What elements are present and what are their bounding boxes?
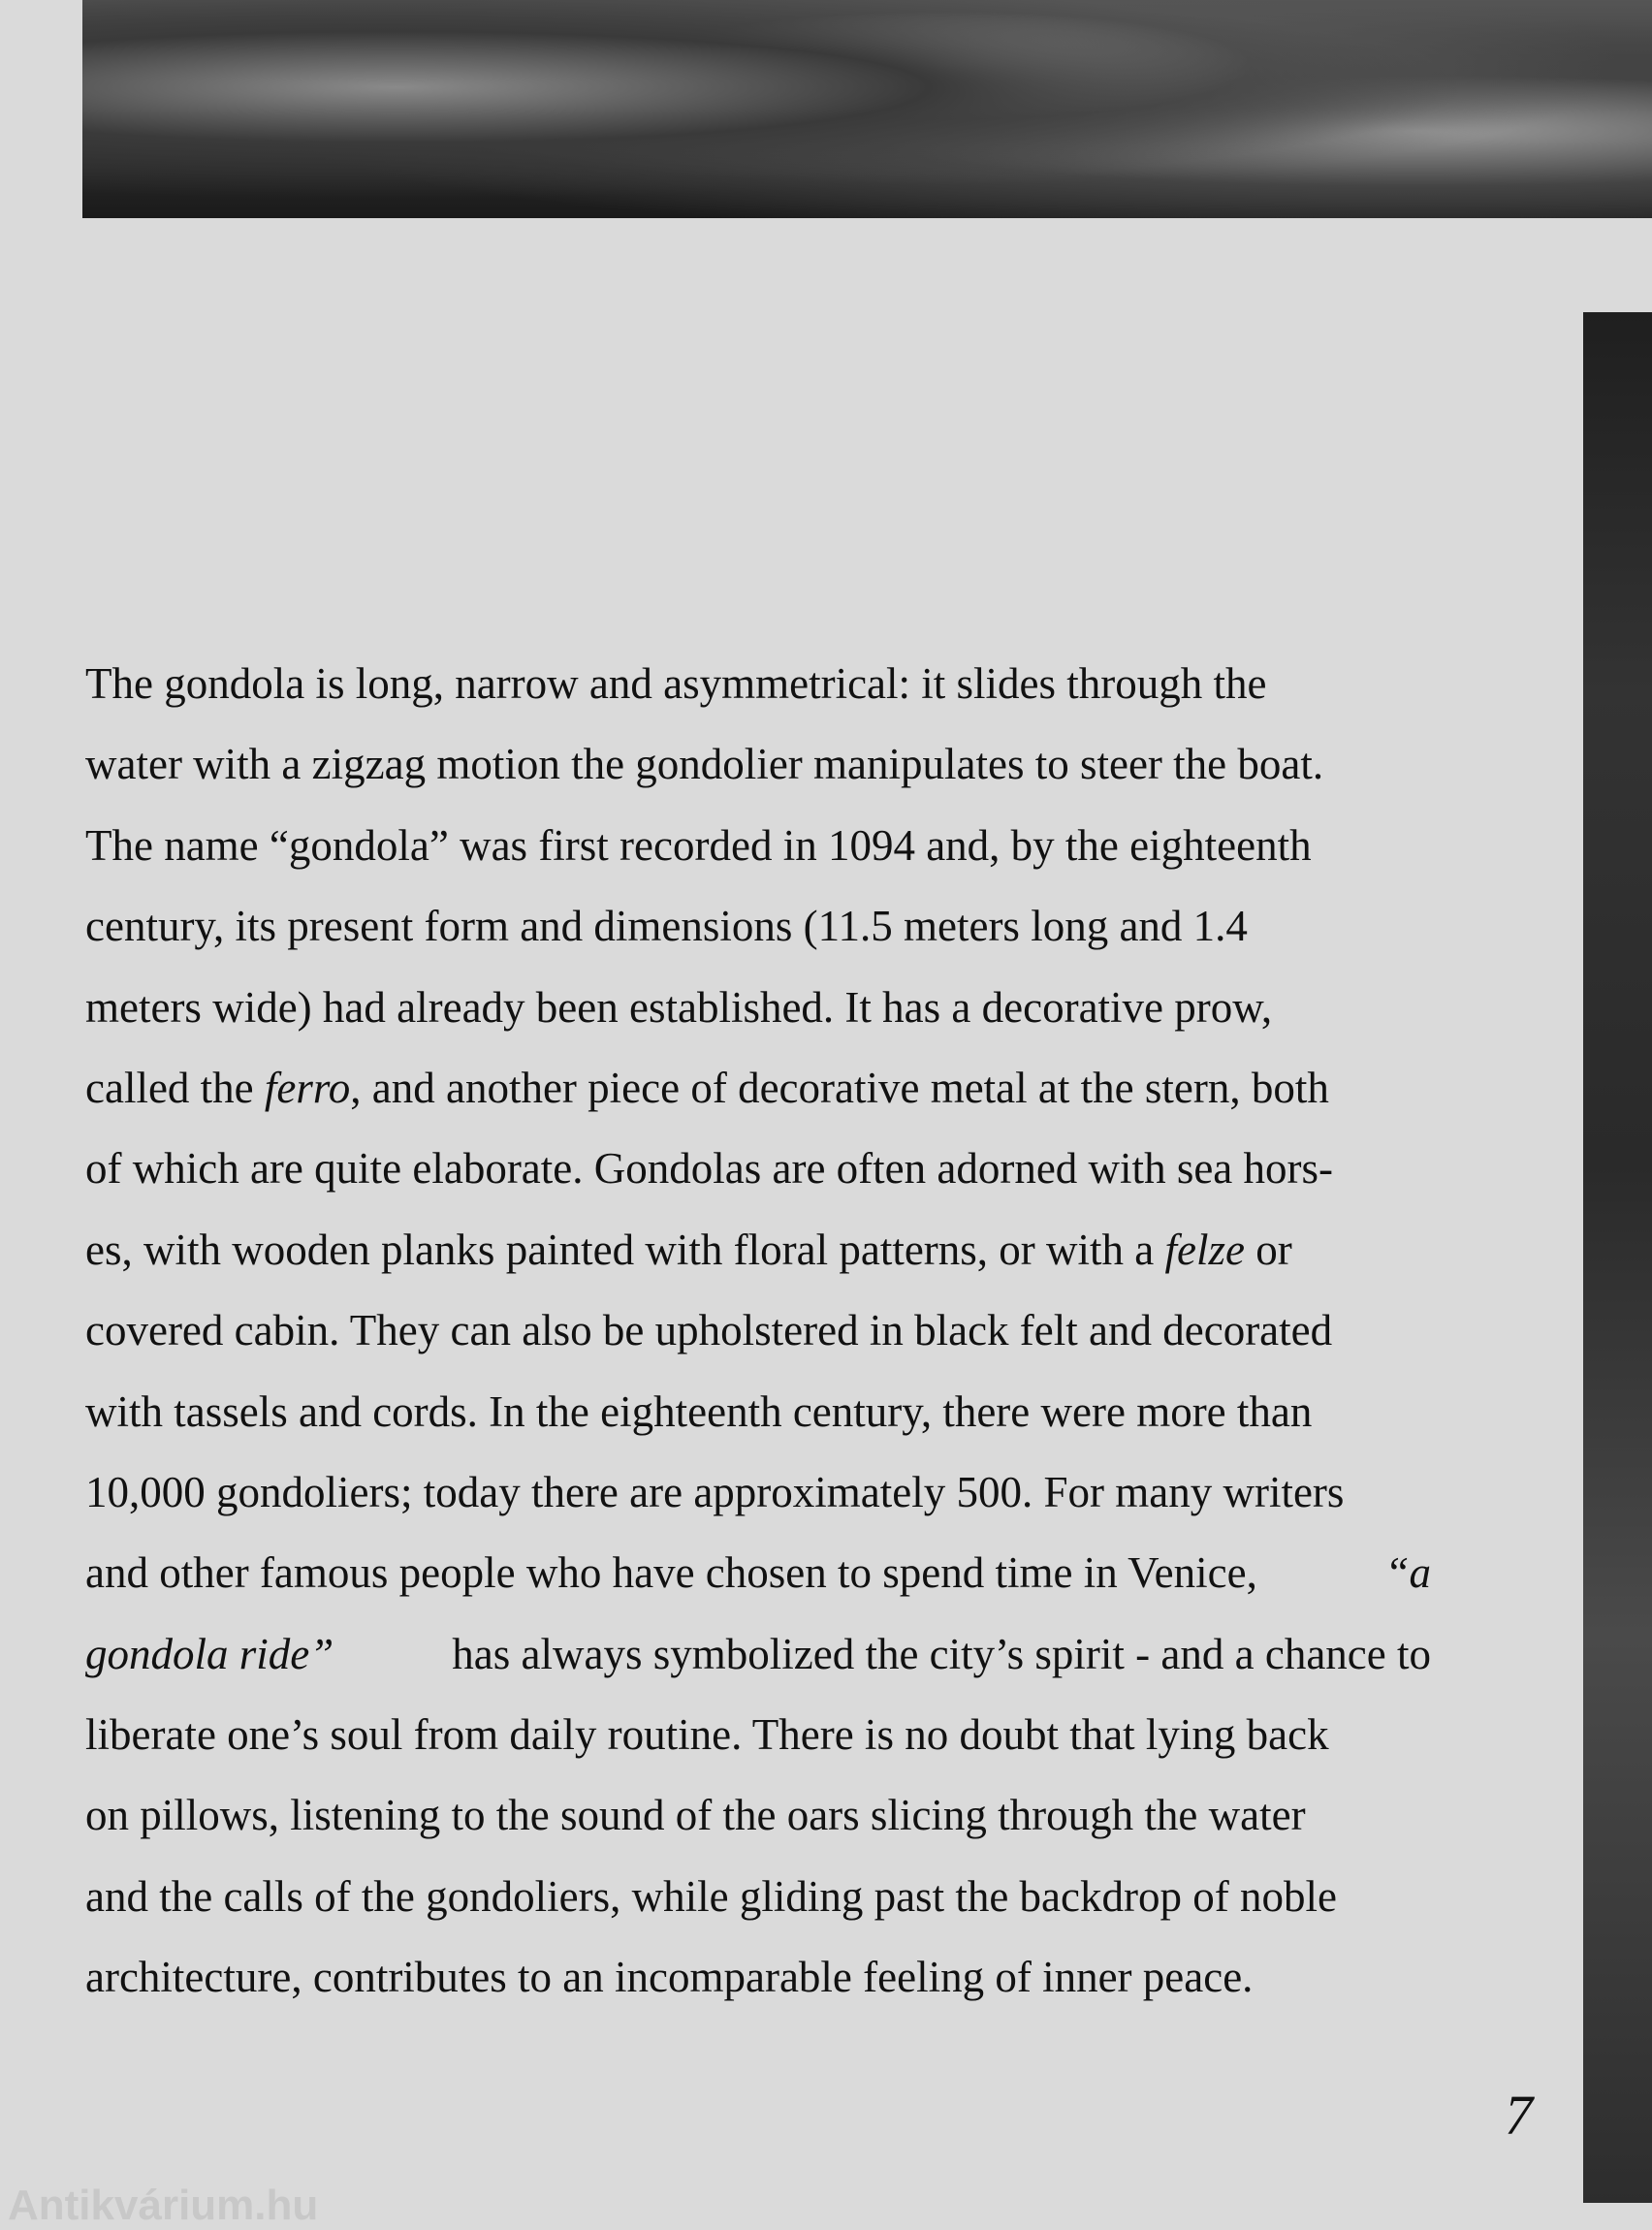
text-line: [85, 724, 1431, 805]
text-line: [85, 1614, 1431, 1695]
text-line: [85, 806, 1431, 886]
text-line: [85, 1210, 1431, 1290]
text: has always symbolized the city’s spirit - and a chance to: [441, 1629, 1431, 1678]
text: The gondola is long, narrow and asymmetrical: it slides through the: [85, 659, 1267, 708]
text: covered cabin. They can also be upholstered in black felt and decorated: [85, 1306, 1333, 1355]
italic-quote: gondola ride”: [85, 1629, 334, 1678]
text-line: [85, 1775, 1431, 1856]
text: and the calls of the gondoliers, while gliding past the backdrop of noble: [85, 1871, 1337, 1921]
text: es, with wooden planks painted with floral patterns, or with a: [85, 1225, 1165, 1274]
italic-term-ferro: ferro: [264, 1063, 351, 1112]
italic-term-felze: felze: [1164, 1225, 1245, 1274]
text: with tassels and cords. In the eighteenth century, there were more than: [85, 1386, 1313, 1436]
text: The name “gondola” was first recorded in 1094 and, by the eighteenth: [85, 820, 1312, 870]
text-line: [85, 1695, 1431, 1775]
text-line: [85, 1048, 1431, 1129]
side-photo: [1583, 312, 1652, 2203]
top-photo: [82, 0, 1652, 218]
text-line: [85, 1937, 1431, 2018]
text: water with a zigzag motion the gondolier manipulates to steer the boat.: [85, 740, 1324, 789]
text: , and another piece of decorative metal at the stern, both: [350, 1063, 1329, 1112]
body-paragraph: [85, 644, 1431, 2019]
text-line: [85, 1290, 1431, 1371]
text: 10,000 gondoliers; today there are approximately 500. For many writers: [85, 1467, 1345, 1516]
text: called the: [85, 1063, 265, 1112]
text: architecture, contributes to an incomparable feeling of inner peace.: [85, 1953, 1254, 2002]
text: or: [1244, 1225, 1292, 1274]
text-line: [85, 886, 1431, 967]
text-line: [85, 1372, 1431, 1452]
text: and other famous people who have chosen to spend time in Venice,: [85, 1548, 1269, 1598]
text-line: [85, 968, 1431, 1048]
text: liberate one’s soul from daily routine. There is no doubt that lying back: [85, 1710, 1329, 1760]
watermark: Antikvárium.hu: [8, 2182, 319, 2229]
text-line: [85, 1857, 1431, 1937]
text: century, its present form and dimensions (11.5 meters long and 1.4: [85, 902, 1248, 951]
text-line: [85, 1129, 1431, 1209]
page-number: 7: [1505, 2084, 1533, 2147]
text: meters wide) had already been established. It has a decorative prow,: [85, 982, 1273, 1032]
text-line: [85, 644, 1431, 724]
italic-quote: “a: [1384, 1548, 1431, 1598]
text: of which are quite elaborate. Gondolas are often adorned with sea hors-: [85, 1144, 1334, 1194]
text-line: [85, 1452, 1431, 1533]
text: on pillows, listening to the sound of the oars slicing through the water: [85, 1791, 1306, 1840]
text-line: [85, 1533, 1431, 1613]
